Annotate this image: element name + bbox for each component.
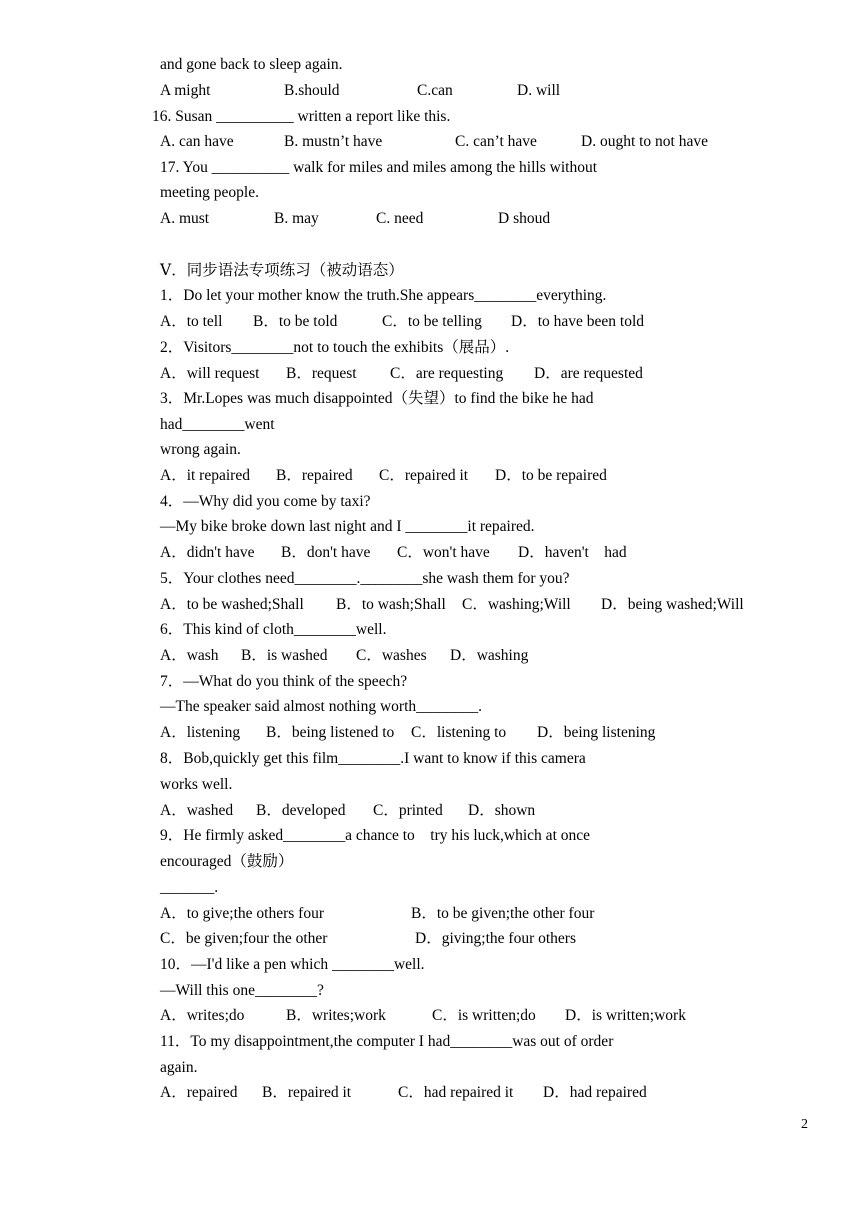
option-b: B. mustn’t have: [284, 133, 383, 150]
option-c: C. need: [376, 210, 424, 227]
question-11-options: [160, 1083, 810, 1203]
option-b: B．to wash;Shall: [336, 596, 446, 613]
option-d: D shoud: [498, 210, 551, 227]
question-4: 4．—Why did you come by taxi?: [160, 493, 371, 510]
option-c: C．to be telling: [382, 313, 482, 330]
option-c: C．won't have: [397, 544, 490, 561]
option-d: D．giving;the four others: [415, 930, 577, 947]
question-15-text-end: and gone back to sleep again.: [160, 56, 343, 73]
option-b: B．don't have: [281, 544, 371, 561]
option-a: A．it repaired: [160, 467, 250, 484]
option-c: C．are requesting: [390, 365, 504, 382]
question-11-cont: again.: [160, 1059, 198, 1076]
page-number: 2: [801, 1117, 808, 1132]
option-b: B．to be told: [253, 313, 338, 330]
option-d: D．shown: [468, 802, 536, 819]
option-d: D. ought to not have: [581, 133, 708, 150]
option-a: A．to be washed;Shall: [160, 596, 304, 613]
question-3: 3．Mr.Lopes was much disappointed（失望）to find the bike he had: [160, 390, 594, 407]
option-c: C．had repaired it: [398, 1084, 514, 1101]
option-d: D．haven't had: [518, 544, 627, 561]
option-d: D．washing: [450, 647, 529, 664]
option-b: B. may: [274, 210, 319, 227]
option-c: C．repaired it: [379, 467, 469, 484]
question-17-cont: meeting people.: [160, 184, 259, 201]
option-c: C．is written;do: [432, 1007, 536, 1024]
option-a: A．will request: [160, 365, 260, 382]
question-17: 17. You __________ walk for miles and miles among the hills without: [160, 159, 597, 176]
option-a: A might: [160, 82, 211, 99]
option-d: D．being listening: [537, 724, 656, 741]
question-4-reply: —My bike broke down last night and I ________it repaired.: [160, 518, 535, 535]
option-c: C．printed: [373, 802, 443, 819]
option-c: C．washes: [356, 647, 427, 664]
option-a: A．repaired: [160, 1084, 238, 1101]
question-3-cont-2: wrong again.: [160, 441, 241, 458]
option-b: B．request: [286, 365, 357, 382]
question-3-cont: had________went: [160, 416, 275, 433]
question-10: 10．—I'd like a pen which ________well.: [160, 956, 425, 973]
option-c: C. can’t have: [455, 133, 537, 150]
option-b: B．to be given;the other four: [411, 905, 595, 922]
question-6: 6．This kind of cloth________well.: [160, 621, 387, 638]
option-d: D．to have been told: [511, 313, 645, 330]
question-16: 16. Susan __________ written a report like this.: [152, 108, 451, 125]
option-c: C．be given;four the other: [160, 930, 328, 947]
option-b: B．repaired it: [262, 1084, 352, 1101]
option-a: A．writes;do: [160, 1007, 245, 1024]
option-a: A．to tell: [160, 313, 223, 330]
option-d: D．had repaired: [543, 1084, 647, 1101]
question-11: 11．To my disappointment,the computer I had________was out of order: [160, 1033, 614, 1050]
option-c: C.can: [417, 82, 453, 99]
option-a: A．wash: [160, 647, 219, 664]
question-5: 5．Your clothes need________.________she wash them for you?: [160, 570, 570, 587]
question-9: 9．He firmly asked________a chance to try his luck,which at once: [160, 827, 591, 844]
option-b: B.should: [284, 82, 340, 99]
option-d: D. will: [517, 82, 561, 99]
option-d: D．being washed;Will: [601, 596, 744, 613]
option-d: D．are requested: [534, 365, 643, 382]
option-b: B．is washed: [241, 647, 328, 664]
question-7-reply: —The speaker said almost nothing worth________.: [160, 698, 483, 715]
question-8-cont: works well.: [160, 776, 233, 793]
option-a: A．to give;the others four: [160, 905, 325, 922]
option-a: A．listening: [160, 724, 241, 741]
question-9-blank: _______.: [160, 879, 219, 896]
option-d: D．to be repaired: [495, 467, 607, 484]
question-9-cont: encouraged（鼓励）: [160, 853, 294, 870]
option-b: B．developed: [256, 802, 346, 819]
option-d: D．is written;work: [565, 1007, 686, 1024]
option-a: A．didn't have: [160, 544, 255, 561]
option-c: C．listening to: [411, 724, 507, 741]
option-a: A．washed: [160, 802, 234, 819]
question-2: 2．Visitors________not to touch the exhibits（展品）.: [160, 339, 510, 356]
question-10-reply: —Will this one________?: [160, 982, 324, 999]
section-heading: Ⅴ．同步语法专项练习（被动语态）: [160, 262, 404, 279]
option-c: C．washing;Will: [462, 596, 571, 613]
option-b: B．being listened to: [266, 724, 395, 741]
option-b: B．writes;work: [286, 1007, 386, 1024]
question-7: 7．—What do you think of the speech?: [160, 673, 408, 690]
option-a: A. can have: [160, 133, 234, 150]
question-8: 8．Bob,quickly get this film________.I want to know if this camera: [160, 750, 586, 767]
option-b: B．repaired: [276, 467, 353, 484]
option-a: A. must: [160, 210, 210, 227]
question-1: 1．Do let your mother know the truth.She appears________everything.: [160, 287, 607, 304]
